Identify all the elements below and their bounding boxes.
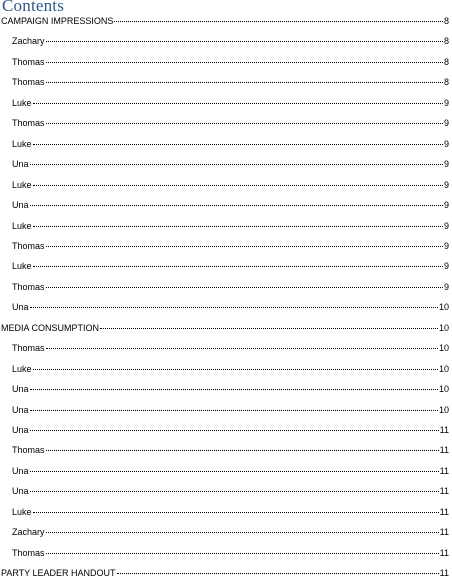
toc-subentry[interactable]	[12, 548, 449, 559]
toc-entry-label: Una	[12, 404, 29, 415]
dot-leader	[46, 287, 443, 288]
toc-subentry[interactable]	[12, 364, 449, 375]
toc-subentry[interactable]	[12, 384, 449, 395]
toc-page-number: 10	[438, 384, 449, 395]
toc-page-number: 10	[438, 302, 449, 313]
dot-leader	[46, 450, 439, 451]
toc-page-number: 9	[443, 281, 449, 292]
toc-entry-label: Thomas	[12, 56, 45, 67]
toc-entry-label: Thomas	[12, 77, 45, 88]
toc-entry-label: Zachary	[12, 527, 45, 538]
dot-leader	[30, 491, 439, 492]
toc-entry-label: Una	[12, 425, 29, 435]
toc-entry-label: Luke	[12, 97, 32, 108]
toc-section-entry[interactable]	[1, 323, 449, 334]
dot-leader	[33, 266, 443, 267]
toc-entry-label: Una	[12, 159, 29, 170]
toc-entry-label: Luke	[12, 363, 32, 374]
toc-entry-label: Thomas	[12, 547, 45, 558]
toc-page-number: 11	[439, 568, 449, 579]
toc-entry-label: MEDIA CONSUMPTION	[1, 322, 100, 333]
toc-subentry[interactable]	[12, 180, 449, 191]
toc-subentry[interactable]	[12, 221, 449, 232]
toc-subentry[interactable]	[12, 527, 449, 538]
dot-leader	[114, 21, 443, 22]
toc-subentry[interactable]	[12, 302, 449, 313]
dot-leader	[30, 410, 438, 411]
toc-page-number: 8	[443, 56, 449, 67]
toc-page-number: 9	[443, 138, 449, 149]
toc-entry-label: Thomas	[12, 240, 45, 251]
toc-subentry[interactable]	[12, 118, 449, 129]
dot-leader	[30, 205, 443, 206]
toc-page-number: 11	[439, 465, 449, 476]
dot-leader	[46, 532, 439, 533]
toc-page-number: 8	[443, 77, 449, 88]
toc-page-number: 10	[438, 404, 449, 415]
toc-page-number: 9	[443, 261, 449, 272]
toc-page-number: 11	[439, 527, 449, 538]
dot-leader	[30, 389, 438, 390]
page-title: Contents	[2, 0, 65, 15]
toc-subentry[interactable]	[12, 159, 449, 170]
toc-subentry[interactable]	[12, 200, 449, 211]
toc-page-number: 9	[443, 220, 449, 231]
dot-leader	[30, 164, 443, 165]
toc-entry-label: Una	[12, 384, 29, 395]
toc-page-number: 11	[439, 547, 449, 558]
toc-entry-label: Luke	[12, 138, 32, 149]
dot-leader	[46, 246, 443, 247]
toc-subentry[interactable]	[12, 486, 449, 497]
toc-entry-label: Thomas	[12, 445, 45, 456]
toc-page-number: 9	[443, 200, 449, 211]
toc-entry-label: CAMPAIGN IMPRESSIONS	[1, 16, 114, 26]
toc-section-entry[interactable]	[1, 16, 449, 27]
toc-subentry[interactable]	[12, 343, 449, 354]
toc-page-number: 9	[443, 240, 449, 251]
toc-entry-label: Luke	[12, 179, 32, 190]
toc-entry-label: Luke	[12, 220, 32, 231]
dot-leader	[46, 62, 443, 63]
dot-leader	[33, 226, 443, 227]
dot-leader	[30, 430, 439, 431]
dot-leader	[33, 185, 443, 186]
toc-page-number: 10	[438, 363, 449, 374]
toc-section-entry[interactable]	[1, 568, 449, 579]
toc-entry-label: Una	[12, 465, 29, 476]
toc-page-number: 11	[439, 445, 449, 456]
toc-page-number: 9	[443, 118, 449, 129]
dot-leader	[46, 41, 443, 42]
toc-page-number: 10	[438, 322, 449, 333]
toc-entry-label: Luke	[12, 261, 32, 272]
toc-subentry[interactable]	[12, 36, 449, 47]
toc-page-number: 9	[443, 179, 449, 190]
toc-page-number: 11	[439, 506, 449, 517]
dot-leader	[33, 144, 443, 145]
toc-entry-label: Una	[12, 200, 29, 211]
toc-page-number: 8	[443, 36, 449, 47]
toc-entry-label: Una	[12, 302, 29, 313]
dot-leader	[46, 553, 439, 554]
toc-subentry[interactable]	[12, 57, 449, 68]
dot-leader	[46, 82, 443, 83]
toc-subentry[interactable]	[12, 261, 449, 272]
toc-page-number: 11	[439, 425, 449, 435]
dot-leader	[100, 328, 438, 329]
toc-subentry[interactable]	[12, 507, 449, 518]
toc-subentry[interactable]	[12, 98, 449, 109]
toc-subentry[interactable]	[12, 282, 449, 293]
toc-entry-label: PARTY LEADER HANDOUT	[1, 568, 116, 579]
dot-leader	[30, 471, 439, 472]
toc-subentry[interactable]	[12, 445, 449, 456]
toc-subentry[interactable]	[12, 241, 449, 252]
toc-entry-label: Luke	[12, 506, 32, 517]
dot-leader	[46, 348, 438, 349]
dot-leader	[117, 573, 439, 574]
toc-subentry[interactable]	[12, 425, 449, 436]
dot-leader	[33, 512, 439, 513]
toc-entry-label: Thomas	[12, 343, 45, 354]
toc-subentry[interactable]	[12, 77, 449, 88]
dot-leader	[33, 369, 438, 370]
toc-page-number: 9	[443, 97, 449, 108]
toc-page-number: 10	[438, 343, 449, 354]
toc-entry-label: Zachary	[12, 36, 45, 47]
toc-subentry[interactable]	[12, 405, 449, 416]
toc-subentry[interactable]	[12, 139, 449, 150]
dot-leader	[33, 103, 443, 104]
toc-page-number: 11	[439, 486, 449, 497]
dot-leader	[46, 123, 443, 124]
toc-entry-label: Thomas	[12, 118, 45, 129]
toc-page-number: 9	[443, 159, 449, 170]
toc-entry-label: Una	[12, 486, 29, 497]
toc-subentry[interactable]	[12, 466, 449, 477]
dot-leader	[30, 307, 438, 308]
toc-entry-label: Thomas	[12, 281, 45, 292]
toc-page-number: 8	[443, 16, 449, 26]
